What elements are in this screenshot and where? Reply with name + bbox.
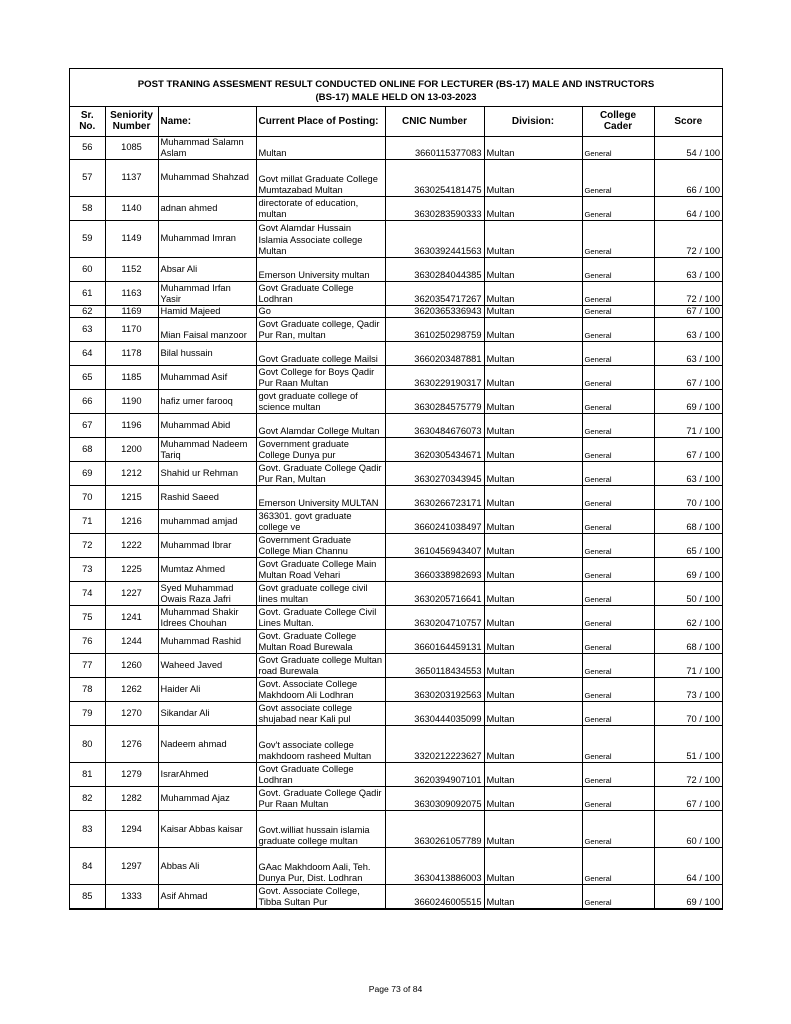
- header-seniority: Seniority Number: [105, 107, 158, 136]
- cnic-cell: 3630205716641: [385, 582, 484, 606]
- division-cell: Multan: [484, 159, 582, 196]
- table-row: [70, 305, 722, 317]
- cadre-cell: General: [582, 678, 654, 702]
- posting-cell: Govt. Graduate College Qadir Pur Raan Multan: [256, 787, 385, 811]
- cnic-cell: 3620365336943: [385, 305, 484, 317]
- cadre-cell: General: [582, 220, 654, 257]
- cadre-cell: General: [582, 438, 654, 462]
- seniority-cell: 1260: [105, 654, 158, 678]
- seniority-cell: 1152: [105, 257, 158, 281]
- cnic-cell: 3630284044385: [385, 257, 484, 281]
- sr-cell: 57: [70, 159, 105, 196]
- cadre-cell: General: [582, 366, 654, 390]
- score-cell: 69 / 100: [654, 885, 722, 909]
- sr-cell: 65: [70, 366, 105, 390]
- cnic-cell: 3320212223627: [385, 726, 484, 763]
- division-cell: Multan: [484, 702, 582, 726]
- cadre-cell: General: [582, 811, 654, 848]
- name-cell: Syed Muhammad Owais Raza Jafri: [158, 582, 256, 606]
- cnic-cell: 3630444035099: [385, 702, 484, 726]
- sr-cell: 74: [70, 582, 105, 606]
- sr-cell: 68: [70, 438, 105, 462]
- table-row: [70, 318, 722, 342]
- table-row: [70, 630, 722, 654]
- header-cnic: CNIC Number: [385, 107, 484, 136]
- seniority-cell: 1178: [105, 342, 158, 366]
- table-row: [70, 390, 722, 414]
- posting-cell: Government graduate College Dunya pur: [256, 438, 385, 462]
- posting-cell: Govt.williat hussain islamia graduate college multan: [256, 811, 385, 848]
- seniority-cell: 1215: [105, 486, 158, 510]
- seniority-cell: 1333: [105, 885, 158, 909]
- cadre-cell: General: [582, 630, 654, 654]
- cnic-cell: 3620394907101: [385, 763, 484, 787]
- sr-cell: 77: [70, 654, 105, 678]
- posting-cell: Govt millat Graduate College Mumtazabad Multan: [256, 159, 385, 196]
- division-cell: Multan: [484, 414, 582, 438]
- sr-cell: 59: [70, 220, 105, 257]
- cnic-cell: 3630261057789: [385, 811, 484, 848]
- seniority-cell: 1149: [105, 220, 158, 257]
- posting-cell: Multan: [256, 136, 385, 159]
- score-cell: 67 / 100: [654, 366, 722, 390]
- table-row: [70, 702, 722, 726]
- name-cell: Shahid ur Rehman: [158, 462, 256, 486]
- name-cell: Muhammad Asif: [158, 366, 256, 390]
- table-row: [70, 787, 722, 811]
- division-cell: Multan: [484, 606, 582, 630]
- posting-cell: Govt associate college shujabad near Kali pul: [256, 702, 385, 726]
- name-cell: Muhammad Ibrar: [158, 534, 256, 558]
- cnic-cell: 3650118434553: [385, 654, 484, 678]
- seniority-cell: 1169: [105, 305, 158, 317]
- sr-cell: 62: [70, 305, 105, 317]
- score-cell: 68 / 100: [654, 630, 722, 654]
- seniority-cell: 1085: [105, 136, 158, 159]
- seniority-cell: 1297: [105, 848, 158, 885]
- table-row: [70, 438, 722, 462]
- posting-cell: Govt Graduate College Main Multan Road Vehari: [256, 558, 385, 582]
- score-cell: 64 / 100: [654, 848, 722, 885]
- table-row: [70, 848, 722, 885]
- sr-cell: 80: [70, 726, 105, 763]
- posting-cell: Govt Graduate college Mailsi: [256, 342, 385, 366]
- sr-cell: 73: [70, 558, 105, 582]
- name-cell: Kaisar Abbas kaisar: [158, 811, 256, 848]
- score-cell: 67 / 100: [654, 438, 722, 462]
- division-cell: Multan: [484, 305, 582, 317]
- header-division: Division:: [484, 107, 582, 136]
- division-cell: Multan: [484, 534, 582, 558]
- cnic-cell: 3660338982693: [385, 558, 484, 582]
- division-cell: Multan: [484, 763, 582, 787]
- sr-cell: 69: [70, 462, 105, 486]
- name-cell: Haider Ali: [158, 678, 256, 702]
- posting-cell: 363301. govt graduate college ve: [256, 510, 385, 534]
- sr-cell: 71: [70, 510, 105, 534]
- results-body: [70, 136, 722, 909]
- sr-cell: 66: [70, 390, 105, 414]
- sr-cell: 76: [70, 630, 105, 654]
- score-cell: 63 / 100: [654, 462, 722, 486]
- cnic-cell: 3630270343945: [385, 462, 484, 486]
- score-cell: 65 / 100: [654, 534, 722, 558]
- cnic-cell: 3630413886003: [385, 848, 484, 885]
- seniority-cell: 1276: [105, 726, 158, 763]
- posting-cell: Gov't associate college makhdoom rasheed Multan: [256, 726, 385, 763]
- name-cell: IsrarAhmed: [158, 763, 256, 787]
- division-cell: Multan: [484, 462, 582, 486]
- seniority-cell: 1200: [105, 438, 158, 462]
- cadre-cell: General: [582, 159, 654, 196]
- header-posting: Current Place of Posting:: [256, 107, 385, 136]
- posting-cell: Emerson University MULTAN: [256, 486, 385, 510]
- seniority-cell: 1190: [105, 390, 158, 414]
- score-cell: 67 / 100: [654, 787, 722, 811]
- score-cell: 70 / 100: [654, 486, 722, 510]
- cadre-cell: General: [582, 305, 654, 317]
- seniority-cell: 1212: [105, 462, 158, 486]
- seniority-cell: 1244: [105, 630, 158, 654]
- cnic-cell: 3660115377083: [385, 136, 484, 159]
- table-row: [70, 366, 722, 390]
- sr-cell: 85: [70, 885, 105, 909]
- name-cell: Bilal hussain: [158, 342, 256, 366]
- posting-cell: Govt College for Boys Qadir Pur Raan Multan: [256, 366, 385, 390]
- name-cell: hafiz umer farooq: [158, 390, 256, 414]
- posting-cell: Go: [256, 305, 385, 317]
- sr-cell: 72: [70, 534, 105, 558]
- name-cell: Muhammad Ajaz: [158, 787, 256, 811]
- cadre-cell: General: [582, 654, 654, 678]
- score-cell: 70 / 100: [654, 702, 722, 726]
- cadre-cell: General: [582, 486, 654, 510]
- posting-cell: directorate of education, multan: [256, 196, 385, 220]
- sr-cell: 63: [70, 318, 105, 342]
- division-cell: Multan: [484, 558, 582, 582]
- cnic-cell: 3620305434671: [385, 438, 484, 462]
- posting-cell: Govt Graduate College Lodhran: [256, 763, 385, 787]
- cadre-cell: General: [582, 606, 654, 630]
- score-cell: 66 / 100: [654, 159, 722, 196]
- seniority-cell: 1140: [105, 196, 158, 220]
- table-row: [70, 220, 722, 257]
- name-cell: adnan ahmed: [158, 196, 256, 220]
- division-cell: Multan: [484, 281, 582, 305]
- table-row: [70, 726, 722, 763]
- division-cell: Multan: [484, 885, 582, 909]
- table-row: [70, 558, 722, 582]
- name-cell: Nadeem ahmad: [158, 726, 256, 763]
- seniority-cell: 1196: [105, 414, 158, 438]
- seniority-cell: 1294: [105, 811, 158, 848]
- posting-cell: Govt graduate college civil lines multan: [256, 582, 385, 606]
- posting-cell: Govt Graduate college Multan road Burewala: [256, 654, 385, 678]
- title-line-2: (BS-17) MALE HELD ON 13-03-2023: [315, 92, 477, 103]
- name-cell: Sikandar Ali: [158, 702, 256, 726]
- division-cell: Multan: [484, 811, 582, 848]
- name-cell: Mumtaz Ahmed: [158, 558, 256, 582]
- division-cell: Multan: [484, 678, 582, 702]
- sr-cell: 56: [70, 136, 105, 159]
- name-cell: Muhammad Salamn Aslam: [158, 136, 256, 159]
- name-cell: Waheed Javed: [158, 654, 256, 678]
- table-row: [70, 510, 722, 534]
- results-table: [70, 107, 722, 909]
- sr-cell: 75: [70, 606, 105, 630]
- score-cell: 63 / 100: [654, 257, 722, 281]
- posting-cell: Govt. Graduate College Multan Road Burewala: [256, 630, 385, 654]
- score-cell: 63 / 100: [654, 342, 722, 366]
- cadre-cell: General: [582, 318, 654, 342]
- cadre-cell: General: [582, 196, 654, 220]
- posting-cell: Govt. Associate College, Tibba Sultan Pur: [256, 885, 385, 909]
- seniority-cell: 1227: [105, 582, 158, 606]
- division-cell: Multan: [484, 438, 582, 462]
- name-cell: Muhammad Irfan Yasir: [158, 281, 256, 305]
- sr-cell: 79: [70, 702, 105, 726]
- table-row: [70, 606, 722, 630]
- posting-cell: Emerson University multan: [256, 257, 385, 281]
- sr-cell: 67: [70, 414, 105, 438]
- table-row: [70, 763, 722, 787]
- seniority-cell: 1170: [105, 318, 158, 342]
- posting-cell: Govt Graduate college, Qadir Pur Ran, multan: [256, 318, 385, 342]
- table-row: [70, 582, 722, 606]
- score-cell: 72 / 100: [654, 220, 722, 257]
- score-cell: 62 / 100: [654, 606, 722, 630]
- cnic-cell: 3660246005515: [385, 885, 484, 909]
- posting-cell: Govt Alamdar Hussain Islamia Associate college Multan: [256, 220, 385, 257]
- seniority-cell: 1225: [105, 558, 158, 582]
- division-cell: Multan: [484, 342, 582, 366]
- name-cell: Muhammad Imran: [158, 220, 256, 257]
- cnic-cell: 3630392441563: [385, 220, 484, 257]
- division-cell: Multan: [484, 390, 582, 414]
- posting-cell: Government Graduate College Mian Channu: [256, 534, 385, 558]
- name-cell: Muhammad Shakir Idrees Chouhan: [158, 606, 256, 630]
- division-cell: Multan: [484, 220, 582, 257]
- score-cell: 71 / 100: [654, 414, 722, 438]
- score-cell: 50 / 100: [654, 582, 722, 606]
- cadre-cell: General: [582, 257, 654, 281]
- division-cell: Multan: [484, 486, 582, 510]
- division-cell: Multan: [484, 196, 582, 220]
- document-title: [70, 69, 722, 107]
- cnic-cell: 3630484676073: [385, 414, 484, 438]
- sr-cell: 58: [70, 196, 105, 220]
- result-sheet: [69, 68, 723, 910]
- name-cell: Absar Ali: [158, 257, 256, 281]
- seniority-cell: 1279: [105, 763, 158, 787]
- seniority-cell: 1185: [105, 366, 158, 390]
- posting-cell: Govt. Associate College Makhdoom Ali Lodhran: [256, 678, 385, 702]
- division-cell: Multan: [484, 726, 582, 763]
- division-cell: Multan: [484, 630, 582, 654]
- score-cell: 60 / 100: [654, 811, 722, 848]
- name-cell: Muhammad Abid: [158, 414, 256, 438]
- name-cell: muhammad amjad: [158, 510, 256, 534]
- header-row: [70, 107, 722, 136]
- table-row: [70, 159, 722, 196]
- table-row: [70, 486, 722, 510]
- score-cell: 72 / 100: [654, 763, 722, 787]
- cnic-cell: 3630254181475: [385, 159, 484, 196]
- seniority-cell: 1270: [105, 702, 158, 726]
- score-cell: 54 / 100: [654, 136, 722, 159]
- score-cell: 71 / 100: [654, 654, 722, 678]
- name-cell: Muhammad Shahzad: [158, 159, 256, 196]
- cnic-cell: 3630283590333: [385, 196, 484, 220]
- cadre-cell: General: [582, 558, 654, 582]
- seniority-cell: 1262: [105, 678, 158, 702]
- header-name: Name:: [158, 107, 256, 136]
- header-cadre: College Cader: [582, 107, 654, 136]
- cadre-cell: General: [582, 281, 654, 305]
- cnic-cell: 3630203192563: [385, 678, 484, 702]
- score-cell: 73 / 100: [654, 678, 722, 702]
- cadre-cell: General: [582, 885, 654, 909]
- cadre-cell: General: [582, 136, 654, 159]
- cnic-cell: 3660241038497: [385, 510, 484, 534]
- cadre-cell: General: [582, 534, 654, 558]
- table-row: [70, 414, 722, 438]
- score-cell: 63 / 100: [654, 318, 722, 342]
- title-line-1: POST TRANING ASSESMENT RESULT CONDUCTED ONLINE FOR LECTURER (BS-17) MALE AND INSTRUCTORS: [137, 79, 655, 90]
- sr-cell: 84: [70, 848, 105, 885]
- name-cell: Rashid Saeed: [158, 486, 256, 510]
- sr-cell: 83: [70, 811, 105, 848]
- posting-cell: Govt Alamdar College Multan: [256, 414, 385, 438]
- seniority-cell: 1241: [105, 606, 158, 630]
- posting-cell: Govt. Graduate College Civil Lines Multan.: [256, 606, 385, 630]
- name-cell: Mian Faisal manzoor: [158, 318, 256, 342]
- cadre-cell: General: [582, 702, 654, 726]
- posting-cell: govt graduate college of science multan: [256, 390, 385, 414]
- table-row: [70, 678, 722, 702]
- posting-cell: Govt. Graduate College Qadir Pur Ran, Multan: [256, 462, 385, 486]
- score-cell: 69 / 100: [654, 390, 722, 414]
- posting-cell: GAac Makhdoom Aali, Teh. Dunya Pur, Dist. Lodhran: [256, 848, 385, 885]
- score-cell: 67 / 100: [654, 305, 722, 317]
- sr-cell: 60: [70, 257, 105, 281]
- cadre-cell: General: [582, 414, 654, 438]
- division-cell: Multan: [484, 848, 582, 885]
- sr-cell: 64: [70, 342, 105, 366]
- table-row: [70, 136, 722, 159]
- posting-cell: Govt Graduate College Lodhran: [256, 281, 385, 305]
- cnic-cell: 3630204710757: [385, 606, 484, 630]
- score-cell: 64 / 100: [654, 196, 722, 220]
- score-cell: 68 / 100: [654, 510, 722, 534]
- cadre-cell: General: [582, 726, 654, 763]
- score-cell: 51 / 100: [654, 726, 722, 763]
- sr-cell: 61: [70, 281, 105, 305]
- table-row: [70, 462, 722, 486]
- seniority-cell: 1222: [105, 534, 158, 558]
- cnic-cell: 3630229190317: [385, 366, 484, 390]
- name-cell: Muhammad Rashid: [158, 630, 256, 654]
- seniority-cell: 1282: [105, 787, 158, 811]
- header-sr: Sr. No.: [70, 107, 105, 136]
- seniority-cell: 1216: [105, 510, 158, 534]
- page-footer: Page 73 of 84: [368, 984, 423, 994]
- cnic-cell: 3630309092075: [385, 787, 484, 811]
- sr-cell: 78: [70, 678, 105, 702]
- name-cell: Asif Ahmad: [158, 885, 256, 909]
- cadre-cell: General: [582, 342, 654, 366]
- division-cell: Multan: [484, 257, 582, 281]
- cadre-cell: General: [582, 582, 654, 606]
- cnic-cell: 3660164459131: [385, 630, 484, 654]
- cnic-cell: 3660203487881: [385, 342, 484, 366]
- cnic-cell: 3620354717267: [385, 281, 484, 305]
- seniority-cell: 1137: [105, 159, 158, 196]
- cadre-cell: General: [582, 787, 654, 811]
- cadre-cell: General: [582, 462, 654, 486]
- sr-cell: 70: [70, 486, 105, 510]
- sr-cell: 82: [70, 787, 105, 811]
- division-cell: Multan: [484, 654, 582, 678]
- division-cell: Multan: [484, 510, 582, 534]
- division-cell: Multan: [484, 318, 582, 342]
- table-row: [70, 534, 722, 558]
- cnic-cell: 3610250298759: [385, 318, 484, 342]
- table-row: [70, 281, 722, 305]
- table-row: [70, 885, 722, 909]
- cnic-cell: 3610456943407: [385, 534, 484, 558]
- table-row: [70, 811, 722, 848]
- sr-cell: 81: [70, 763, 105, 787]
- division-cell: Multan: [484, 366, 582, 390]
- table-row: [70, 342, 722, 366]
- table-row: [70, 654, 722, 678]
- score-cell: 69 / 100: [654, 558, 722, 582]
- header-score: Score: [654, 107, 722, 136]
- cadre-cell: General: [582, 390, 654, 414]
- seniority-cell: 1163: [105, 281, 158, 305]
- division-cell: Multan: [484, 136, 582, 159]
- name-cell: Muhammad Nadeem Tariq: [158, 438, 256, 462]
- cnic-cell: 3630284575779: [385, 390, 484, 414]
- score-cell: 72 / 100: [654, 281, 722, 305]
- cadre-cell: General: [582, 510, 654, 534]
- cadre-cell: General: [582, 848, 654, 885]
- cnic-cell: 3630266723171: [385, 486, 484, 510]
- table-row: [70, 257, 722, 281]
- name-cell: Hamid Majeed: [158, 305, 256, 317]
- table-row: [70, 196, 722, 220]
- division-cell: Multan: [484, 787, 582, 811]
- name-cell: Abbas Ali: [158, 848, 256, 885]
- division-cell: Multan: [484, 582, 582, 606]
- cadre-cell: General: [582, 763, 654, 787]
